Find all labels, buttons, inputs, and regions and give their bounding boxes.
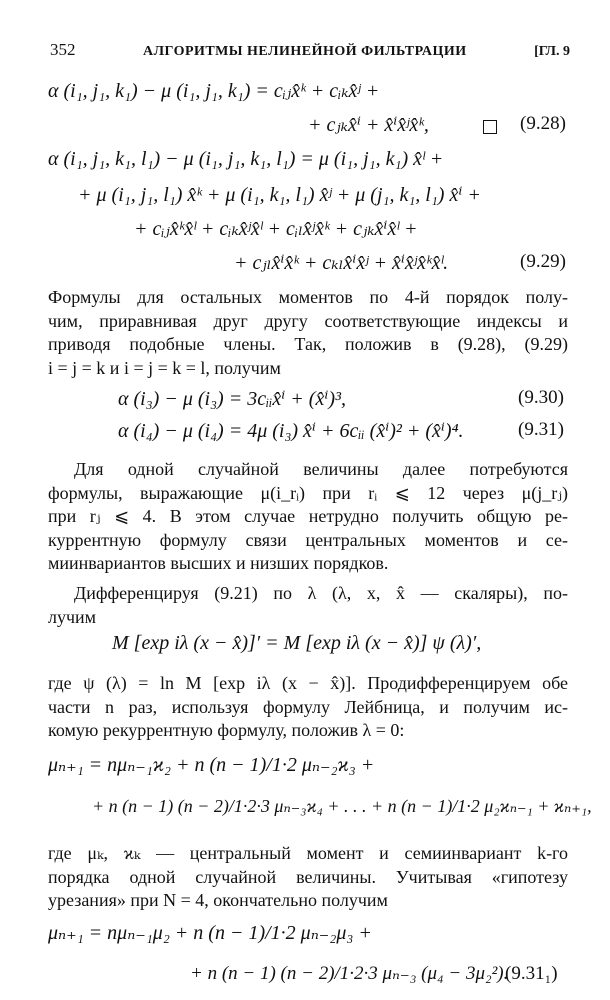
equation-number-9-30: (9.30) bbox=[518, 387, 564, 408]
equation-number-9-29: (9.29) bbox=[520, 251, 566, 272]
page-number: 352 bbox=[50, 40, 76, 59]
equation-9-31: α (i₄) − μ (i₄) = 4μ (i₃) x̂ⁱ + 6cᵢᵢ (x̂ⁱ)² + (x̂ⁱ)⁴. bbox=[118, 420, 464, 442]
text-line: части n раз, используя формулу Лейбница, и получим ис- bbox=[48, 696, 568, 717]
text-line: Для одной случайной величины далее потребуются bbox=[74, 459, 568, 479]
equation-final-line-1: μₙ₊₁ = nμₙ₋₁μ₂ + n (n − 1)/1·2 μₙ₋₂μ₃ + bbox=[48, 922, 372, 944]
end-of-proof-icon bbox=[483, 120, 497, 134]
text-line: комую рекуррентную формулу, положив λ = 0: bbox=[48, 720, 405, 740]
paragraph-single-variable bbox=[48, 458, 568, 576]
paragraph-moments bbox=[48, 286, 568, 380]
paragraph-central-moment bbox=[48, 842, 568, 913]
text-line: чим, приравнивая друг другу соответствующие индексы и bbox=[48, 310, 568, 331]
equation-9-28-line-1: α (i₁, j₁, k₁) − μ (i₁, j₁, k₁) = cᵢⱼx̂ᵏ + cᵢₖx̂ʲ + bbox=[48, 80, 380, 102]
text-line: i = j = k и i = j = k = l, получим bbox=[48, 357, 281, 378]
paragraph-differentiation bbox=[48, 582, 568, 629]
text-line: формулы, выражающие μ(i_rᵢ) при rᵢ ⩽ 12 через μ(j_rⱼ) bbox=[48, 482, 568, 503]
equation-final-line-2: + n (n − 1) (n − 2)/1·2·3 μₙ₋₃ (μ₄ − 3μ₂²). bbox=[190, 963, 509, 984]
running-title: АЛГОРИТМЫ НЕЛИНЕЙНОЙ ФИЛЬТРАЦИИ bbox=[142, 44, 467, 59]
page-header bbox=[50, 40, 570, 62]
text-line: где μₖ, ϰₖ — центральный момент и семиинвариант k-го bbox=[48, 843, 568, 863]
text-line: где ψ (λ) = ln M [exp iλ (x − x̂)]. Продифференцируем обе bbox=[48, 673, 568, 693]
equation-number-9-28: (9.28) bbox=[520, 113, 566, 134]
equation-number-9-31: (9.31) bbox=[518, 419, 564, 440]
text-line: при rⱼ ⩽ 4. В этом случае нетрудно получить общую ре- bbox=[48, 506, 568, 526]
equation-9-29-line-3: + cᵢⱼx̂ᵏx̂ˡ + cᵢₖx̂ʲx̂ˡ + cᵢₗx̂ʲx̂ᵏ + cⱼₖx̂ⁱx̂ˡ + bbox=[134, 218, 418, 240]
text-line: миинвариантов высших и низших порядков. bbox=[48, 553, 389, 573]
equation-9-29-line-4: + cⱼₗx̂ⁱx̂ᵏ + cₖₗx̂ⁱx̂ʲ + x̂ⁱx̂ʲx̂ᵏx̂ˡ. bbox=[234, 252, 449, 274]
paragraph-leibniz bbox=[48, 672, 568, 743]
equation-recurrence-line-1: μₙ₊₁ = nμₙ₋₁ϰ₂ + n (n − 1)/1·2 μₙ₋₂ϰ₃ + bbox=[48, 754, 375, 776]
equation-9-29-line-2: + μ (i₁, j₁, l₁) x̂ᵏ + μ (i₁, k₁, l₁) x̂ʲ + μ (j₁, k₁, l₁) x̂ⁱ + bbox=[78, 184, 481, 206]
equation-recurrence-line-2: + n (n − 1) (n − 2)/1·2·3 μₙ₋₃ϰ₄ + . . . + n (n − 1)/1·2 μ₂ϰₙ₋₁ + ϰₙ₊₁, bbox=[92, 796, 592, 816]
equation-9-30: α (i₃) − μ (i₃) = 3cᵢᵢx̂ⁱ + (x̂ⁱ)³, bbox=[118, 388, 347, 410]
text-line: порядка одной случайной величины. Учитывая «гипотезу bbox=[48, 866, 568, 887]
text-line: Формулы для остальных моментов по 4-й порядок полу- bbox=[48, 287, 568, 307]
text-line: куррентную формулу связи центральных моментов и се- bbox=[48, 529, 568, 550]
equation-9-28-line-2: + cⱼₖx̂ⁱ + x̂ⁱx̂ʲx̂ᵏ, bbox=[308, 114, 429, 136]
text-line: лучим bbox=[48, 606, 97, 627]
text-line: приводя подобные члены. Так, положив в (9.28), (9.29) bbox=[48, 334, 568, 354]
equation-derivative: M [exp iλ (x − x̂)]′ = M [exp iλ (x − x̂)] ψ (λ)′, bbox=[112, 632, 482, 654]
chapter-label: [ГЛ. 9 bbox=[534, 44, 570, 59]
equation-number-9-31-1: (9.31₁) bbox=[505, 963, 558, 984]
text-line: урезания» при N = 4, окончательно получим bbox=[48, 890, 388, 910]
text-line: Дифференцируя (9.21) по λ (λ, x, x̂ — скаляры), по- bbox=[74, 583, 568, 603]
equation-9-29-line-1: α (i₁, j₁, k₁, l₁) − μ (i₁, j₁, k₁, l₁) = μ (i₁, j₁, k₁) x̂ˡ + bbox=[48, 148, 444, 170]
